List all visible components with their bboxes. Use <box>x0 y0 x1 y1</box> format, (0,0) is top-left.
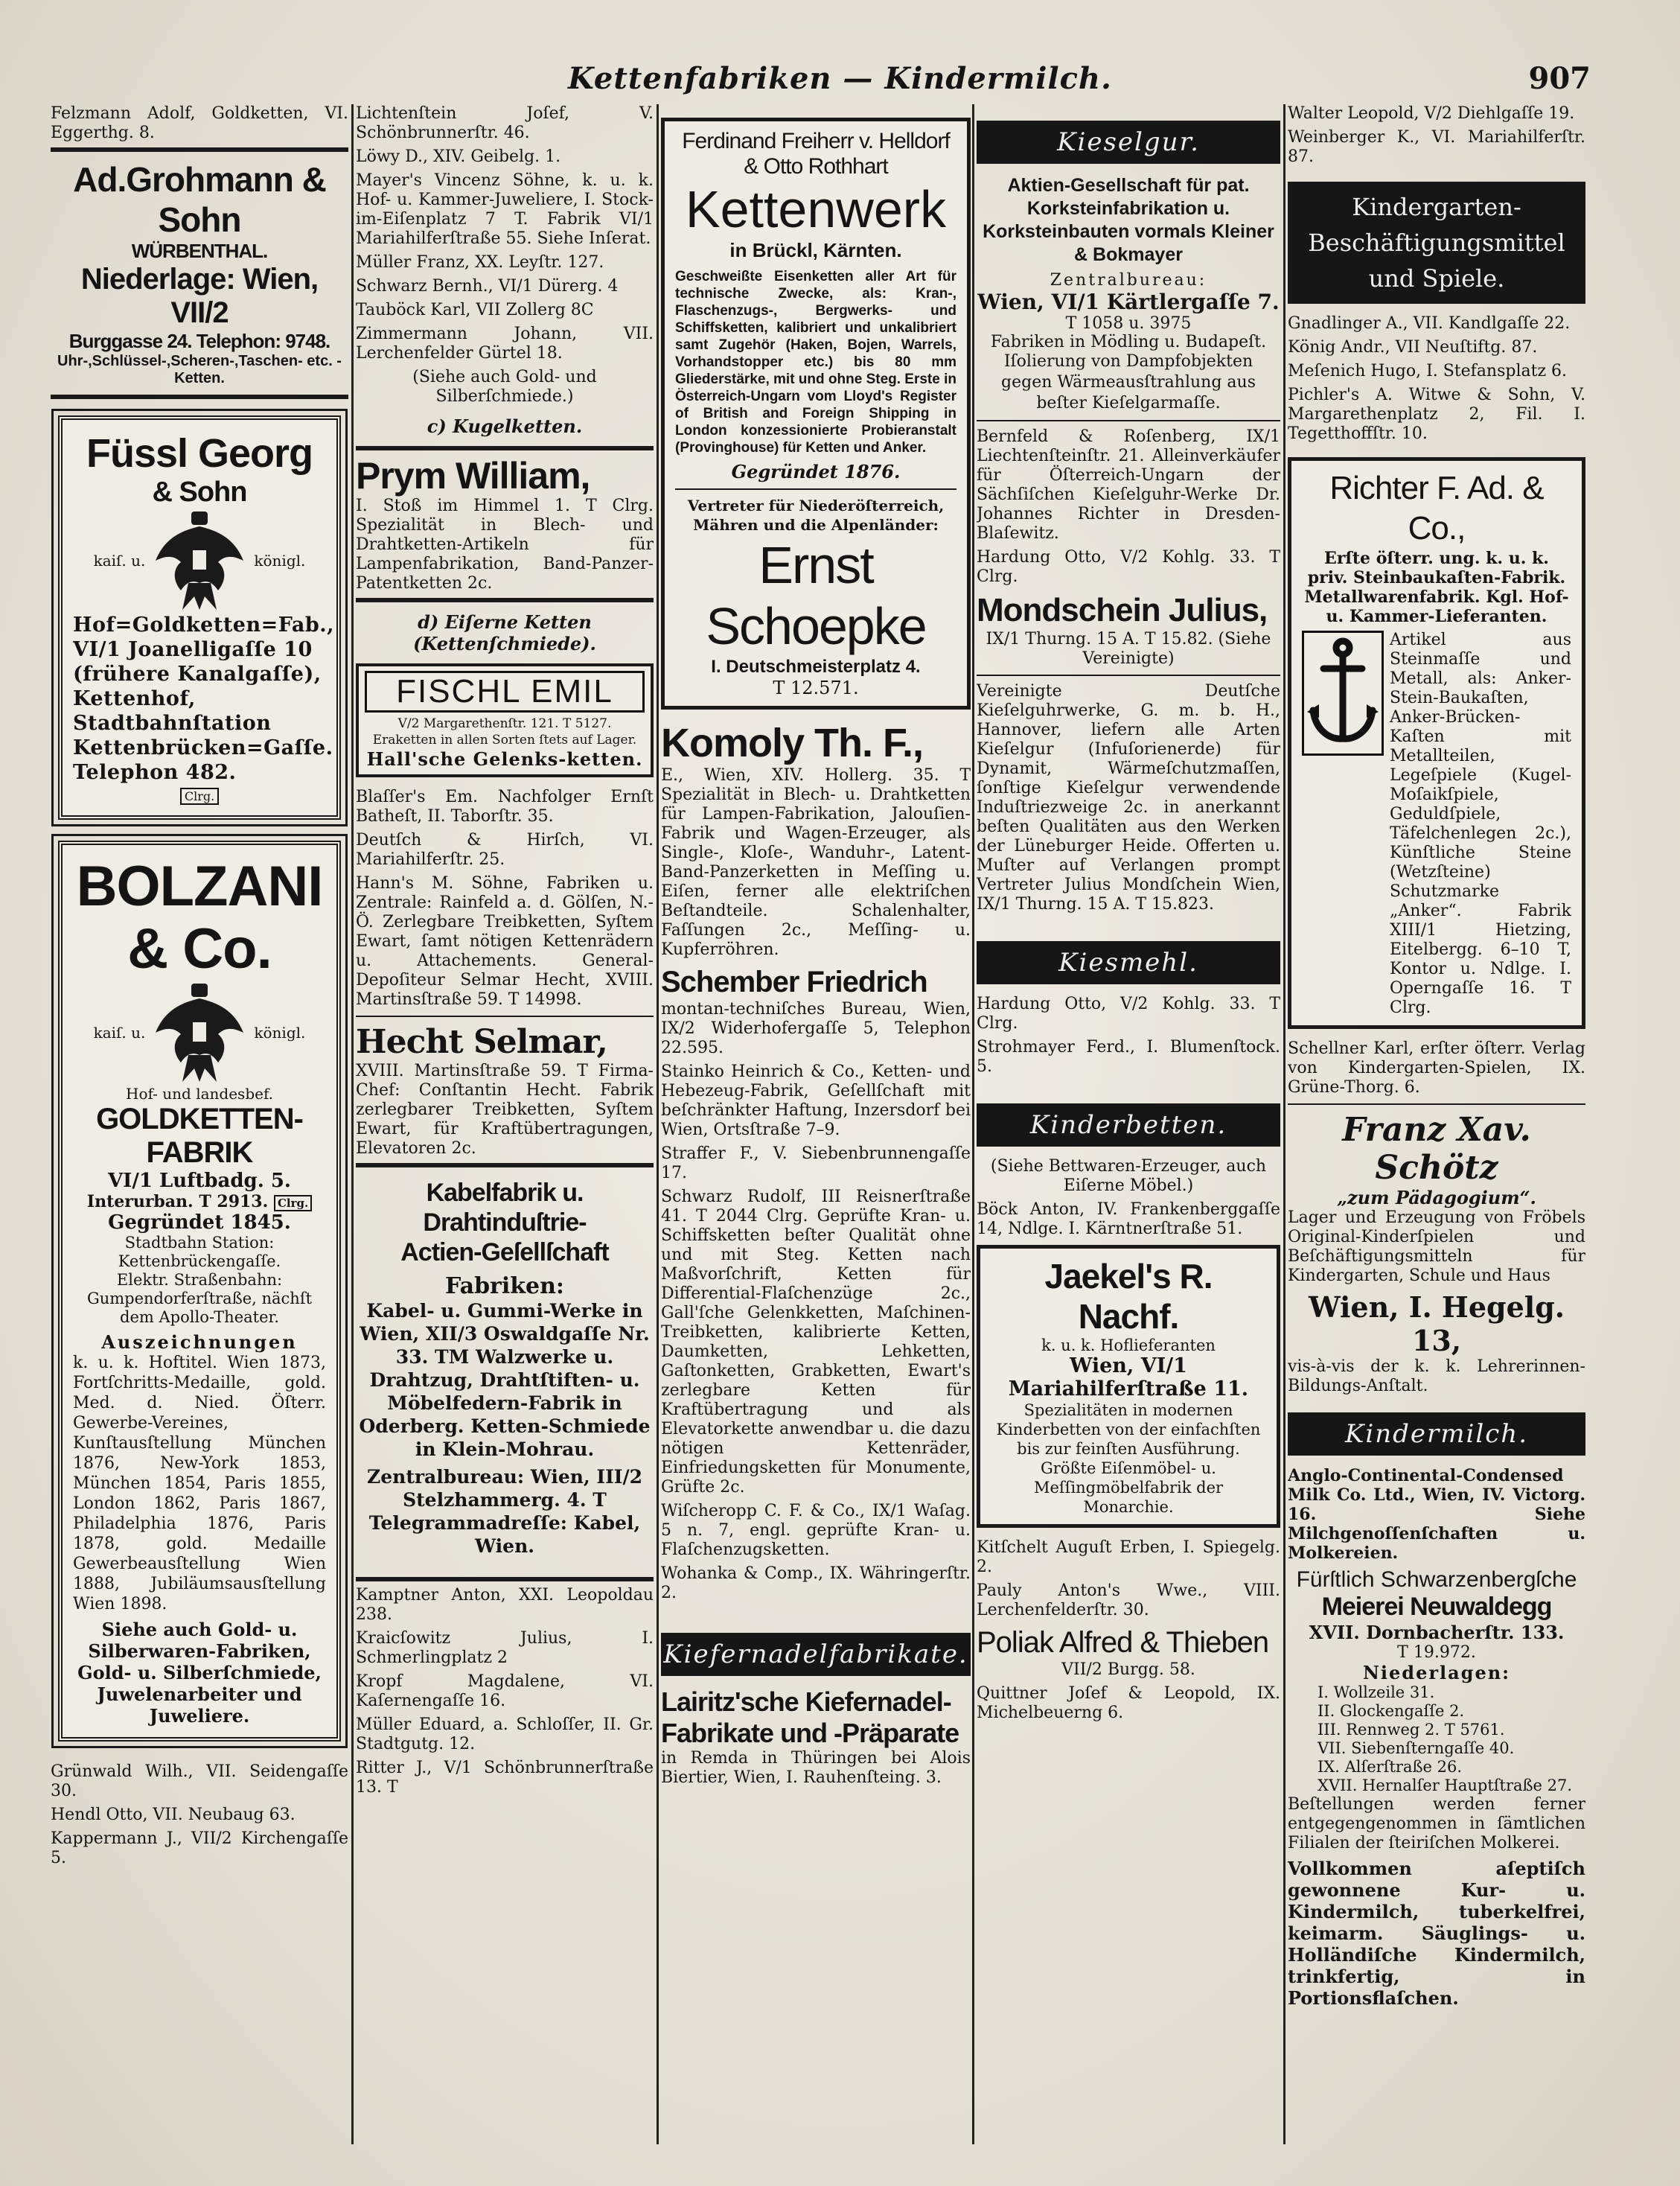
ad-fussl <box>58 415 341 820</box>
entry-stainko: Stainko Heinrich & Co., Ketten- und Hebezeug-Fabrik, Geſellſchaft mit beſchränkter Haftung, Inzersdorf bei Wien, Ortsſtraße 7–9. <box>661 1062 971 1139</box>
ad-title: FISCHL EMIL <box>365 671 645 713</box>
divider <box>356 1016 654 1017</box>
ad-location: in Brückl, Kärnten. <box>729 239 902 261</box>
ad-text: k. u. k. Hoftitel. Wien 1873, Fortſchritts-Medaille, gold. Med. d. Nied. Öſterr. Gewerbe-Vereines, Kunſtausſtellung München 1876, New-York 1853, München 1854, Paris 1855, London 1862, Paris 1867, Philadelphia 1876, Paris 1878, gold. Medaille Gewerbeausſtellung Wien 1888, Jubiläumsausſtellung Wien 1898. <box>73 1354 326 1613</box>
page-number: 907 <box>1528 61 1591 96</box>
entry-hardung: Hardung Otto, V/2 Kohlg. 33. T Clrg. <box>977 995 1280 1033</box>
column-5 <box>1288 104 1585 2013</box>
ad-text: Zentralbureau: Wien, III/2 Stelzhammerg. 4. T Telegrammadreſſe: Kabel, Wien. <box>366 1466 643 1557</box>
ad-text: Fabriken in Mödling u. Budapeſt. <box>990 333 1267 351</box>
entry-mueller2: Müller Eduard, a. Schloſſer, II. Gr. Stadtgutg. 12. <box>356 1715 654 1753</box>
section-header-line: Kindergarten- <box>1352 193 1521 221</box>
ad-text: Artikel aus Steinmaſſe und Metall, als: Anker-Stein-Baukaſten, Anker-Brücken-Kaſten mit Metallteilen, Legeſpiele (Kugel-Moſaikſpiele, Geduldſpiele, Täfelchenlegen 2c.), Künſtliche Steine (Wetzſteine) Schutzmarke „Anker“. Fabrik XIII/1 Hietzing, Eitelbergg. 6–10 T, Kontor u. Ndlge. I. Operngaſſe 16. T Clrg. <box>1390 631 1571 1017</box>
ad-telephone: T 1058 u. 3975 <box>1065 314 1192 333</box>
ad-jaekel <box>977 1245 1280 1528</box>
entry-strohmayer: Strohmayer Ferd., I. Blumenſtock. 5. <box>977 1038 1280 1076</box>
ad-text: Geschweißte Eisenketten aller Art für technische Zwecke, als: Kran-, Flaschenzugs-, Bergwerks- und Schiffsketten, kalibriert und unkalibriert samt Zugehör (Haken, Bojen, Warrels, Vorhandstopper etc.) bis 80 mm Gliederstärke, mit und ohne Steg. Erste in Österreich-Ungarn vom Lloyd's Register of British and Foreign Shipping in London konzessionierte Probieranstalt (Provinghouse) für Ketten und Anker. <box>675 269 956 456</box>
ad-text: IX/1 Thurng. 15 A. T 15.82. (Siehe Vereinigte) <box>986 630 1271 668</box>
section-header: Kiefernadelfabrikate. <box>661 1633 971 1676</box>
column-3 <box>661 104 971 1792</box>
ad-subtitle: & Sohn <box>152 477 247 508</box>
ad-bolzani <box>58 841 341 1742</box>
section-header: Kiesmehl. <box>977 941 1280 984</box>
clrg-badge: Clrg. <box>180 788 219 805</box>
ad-title: Prym William, <box>356 455 590 497</box>
entry-wohanka: Wohanka & Comp., IX. Währingerſtr. 2. <box>661 1564 971 1602</box>
entry-kitschelt: Kitſchelt Auguſt Erben, I. Spiegelg. 2. <box>977 1538 1280 1576</box>
ad-text: kaiſ. u. <box>93 552 146 570</box>
ad-text: Lager und Erzeugung von Fröbels Original-Kinderſpielen und Beſchäftigungsmitteln für Kindergarten, Schule und Haus <box>1288 1208 1585 1285</box>
section-header-line: Beschäftigungsmittel <box>1308 229 1565 257</box>
entry-boeck: Böck Anton, IV. Frankenberggaſſe 14, Ndlge. I. Kärntnerſtraße 51. <box>977 1200 1280 1238</box>
section-header: Kieselgur. <box>977 121 1280 164</box>
entry-kamptner: Kamptner Anton, XXI. Leopoldau 238. <box>356 1586 654 1624</box>
ad-title: Richter F. Ad. & Co., <box>1329 470 1544 546</box>
ad-text: königl. <box>254 1024 306 1042</box>
ad-subtitle: Fabriken: <box>444 1273 565 1299</box>
ad-address: VII/2 Burgg. 58. <box>1061 1660 1195 1679</box>
ad-text: I. Stoß im Himmel 1. T Clrg. Spezialität in Blech- und Drahtketten-Artikeln für Lampenfabrikation, Band-Panzer-Patentketten 2c. <box>356 497 654 593</box>
ad-fischl <box>356 663 654 777</box>
entry-vereinigte: Vereinigte Deutſche Kieſelguhrwerke, G. m. b. H., Hannover, liefern alle Arten Kieſelgur (Infuſorienerde) für Dynamit, Wärmeſchutzmaſſen, ſonſtige Kieſelgur verwendende Induſtriezweige 2c. in anerkannt beſten Qualitäten aus den Werken der Lüneburger Heide. Offerten u. Muſter auf Verlangen prompt Vertreter Julius Mondſchein Wien, IX/1 Thurng. 15 A. T 15.823. <box>977 682 1280 914</box>
entry-hardung: Hardung Otto, V/2 Kohlg. 33. T Clrg. <box>977 548 1280 586</box>
clrg-badge: Clrg. <box>274 1195 312 1211</box>
ad-title: Ernst Schoepke <box>706 536 926 655</box>
entry-quittner: Quittner Joſef & Leopold, IX. Michelbeuerng 6. <box>977 1684 1280 1722</box>
ad-title: Franz Xav. Schötz <box>1342 1111 1531 1187</box>
double-eagle-icon <box>151 981 248 1085</box>
column-1 <box>51 104 348 1873</box>
entry-mueller: Müller Franz, XX. Leyſtr. 127. <box>356 253 604 272</box>
entry-bernfeld: Bernfeld & Roſenberg, IX/1 Liechtenſteinſtr. 21. Alleinverkäufer für Öſterreich-Ungarn der Sächſiſchen Kieſelguhr-Werke Dr. Johannes Richter in Dresden-Blaſewitz. <box>977 427 1280 543</box>
entry-straffer: Straffer F., V. Siebenbrunnengaſſe 17. <box>661 1144 971 1182</box>
ad-text: montan-techniſches Bureau, Wien, IX/2 Widerhofergaſſe 5, Telephon 22.595. <box>661 1000 971 1057</box>
ad-kettenwerk <box>661 118 971 710</box>
divider <box>51 147 348 152</box>
ad-telephone: T 19.972. <box>1397 1643 1476 1662</box>
cross-reference: (Siehe Bettwaren-Erzeuger, auch Eiſerne Möbel.) <box>990 1157 1267 1195</box>
ad-text: E., Wien, XIV. Hollerg. 35. T Spezialität in Blech- u. Drahtketten für Lampen-Fabrikation, Jalouſien-Fabrik und Wagen-Erzeuger, als Single-, Kloſe-, Wanduhr-, Latent-Band-Panzerketten in Meſſing u. Eiſen, ferner alle elektriſchen Beſtandteile. Schalenhalter, Faſſungen 2c., Meſſing- u. Kupferröhren. <box>661 766 971 959</box>
entry-ritter: Ritter J., V/1 Schönbrunnerſtraße 13. T <box>356 1759 654 1797</box>
ad-address: Wien, I. Hegelg. 13, <box>1308 1290 1565 1357</box>
entry-pauly: Pauly Anton's Wwe., VIII. Lerchenfelderſtr. 30. <box>977 1581 1280 1619</box>
ad-richter <box>1288 457 1585 1029</box>
divider <box>977 420 1280 421</box>
entry-zimmermann: Zimmermann Johann, VII. Lerchenfelder Gürtel 18. <box>356 325 654 363</box>
ad-address: VI/1 Luftbadg. 5. <box>108 1170 291 1192</box>
ad-text: Iſolierung von Dampfobjekten gegen Wärmeausſtrahlung aus beſter Kieſelgarmaſſe. <box>1001 352 1256 412</box>
ad-founded: Gegründet 1876. <box>731 461 901 482</box>
column-rule <box>351 104 354 2144</box>
column-rule <box>1283 104 1285 2144</box>
ad-subtitle: Niederlage: Wien, VII/2 <box>80 263 319 329</box>
list-item: VII. Siebenſterngaſſe 40. <box>1318 1739 1515 1757</box>
entry-felzmann: Felzmann Adolf, Goldketten, VI. Eggerthg. 8. <box>51 104 348 142</box>
ad-text: in Remda in Thüringen bei Alois Biertier, Wien, I. Rauhenſteing. 3. <box>661 1749 971 1787</box>
divider <box>1288 1103 1585 1105</box>
ad-text: Hof- und landesbef. <box>126 1085 273 1103</box>
ad-telephone: Interurban. T 2913. <box>86 1192 269 1211</box>
ad-text: Spezialitäten in modernen Kinderbetten von der einfachſten bis zur feinſten Ausführung. Größte Eiſenmöbel- u. Meſſingmöbelfabrik der Monarchie. <box>996 1401 1261 1516</box>
divider <box>356 1163 654 1167</box>
anchor-icon <box>1307 636 1379 748</box>
section-header <box>1288 182 1585 304</box>
ad-text: k. u. k. Hoflieferanten <box>1041 1336 1216 1354</box>
column-rule <box>657 104 659 2144</box>
ad-address: XVII. Dornbacherſtr. 133. <box>1309 1622 1565 1643</box>
entry-anglo: Anglo-Continental-Condensed Milk Co. Ltd., Wien, IV. Victorg. 16. Siehe Milchgenoſſenſchaften u. Molkereien. <box>1288 1466 1585 1563</box>
ad-text <box>73 1192 326 1211</box>
section-header: Kinderbetten. <box>977 1103 1280 1147</box>
ad-subtitle: Ferdinand Freiherr v. Helldorf <box>682 129 950 153</box>
ad-title: Fabrikate und -Präparate <box>661 1718 959 1748</box>
ad-title: Actien-Geſellſchaft <box>400 1238 609 1266</box>
ad-title: Füssl Georg <box>86 431 313 476</box>
ad-title: Aktien-Gesellschaft für pat. Korksteinfabrikation u. Korksteinbauten vormals Kleiner & Bokmayer <box>983 175 1274 265</box>
running-head: Kettenfabriken — Kindermilch. <box>568 61 1112 96</box>
list-item: IX. Alſerſtraße 26. <box>1318 1758 1463 1776</box>
ad-subtitle: Hall'sche Gelenks-ketten. <box>366 748 643 770</box>
ad-kabelfabrik <box>356 1173 654 1567</box>
ad-text: Elektr. Straßenbahn: Gumpendorferſtraße, nächſt dem Apollo-Theater. <box>86 1271 313 1326</box>
anchor-logo <box>1302 631 1384 756</box>
section-heading: c) Kugelketten. <box>427 415 583 437</box>
list-item: II. Glockengaſſe 2. <box>1318 1702 1465 1720</box>
ad-address: Burggasse 24. Telephon: 9748. <box>68 330 330 352</box>
entry-hendl: Hendl Otto, VII. Neubaug 63. <box>51 1806 296 1824</box>
ad-title: Kettenwerk <box>685 180 947 238</box>
ad-title: Lairitz'sche Kiefernadel- <box>661 1686 951 1717</box>
ad-text: V/2 Margarethenſtr. 121. T 5127. Eraketten in allen Sorten ſtets auf Lager. <box>372 716 637 748</box>
entry-pichler: Pichler's A. Witwe & Sohn, V. Margarethenplatz 2, Fil. I. Tegetthoffſtr. 10. <box>1288 386 1585 443</box>
ad-grohmann <box>51 156 348 390</box>
entry-schellner: Schellner Karl, erſter öſterr. Verlag von Kindergarten-Spielen, IX. Grüne-Thorg. 6. <box>1288 1039 1585 1097</box>
ad-title: Poliak Alfred & Thieben <box>977 1626 1269 1659</box>
ad-title: Jaekel's R. Nachf. <box>1044 1257 1213 1336</box>
divider <box>51 395 348 399</box>
entry-wischeropp: Wiſcheropp C. F. & Co., IX/1 Waſag. 5 n. 7, engl. geprüfte Kran- u. Flaſchenzugsketten. <box>661 1502 971 1559</box>
ad-subtitle: Niederlagen: <box>1362 1662 1511 1683</box>
ad-prym <box>356 455 654 593</box>
entry-kraicsowitz: Kraicſowitz Julius, I. Schmerlingplatz 2 <box>356 1629 654 1667</box>
cross-reference: (Siehe auch Gold- und Silberſchmiede.) <box>412 368 597 406</box>
entry-kappermann: Kappermann J., VII/2 Kirchengaſſe 5. <box>51 1829 348 1867</box>
ad-subtitle: Auszeichnungen <box>101 1331 298 1353</box>
section-heading: d) Eiſerne Ketten (Kettenſchmiede). <box>413 611 596 654</box>
list-item: XVII. Hernalſer Hauptſtraße 27. <box>1318 1776 1573 1794</box>
divider <box>977 675 1280 676</box>
ad-founded: Gegründet 1845. <box>108 1211 291 1234</box>
ad-text: Zentralbureau: <box>1050 271 1207 290</box>
ad-title: Kabelfabrik u. Drahtinduſtrie- <box>423 1179 587 1237</box>
ad-title: Meierei Neuwaldegg <box>1321 1593 1552 1621</box>
ad-telephone: T 12.571. <box>773 678 859 698</box>
entry-gnadlinger: Gnadlinger A., VII. Kandlgaſſe 22. <box>1288 314 1571 333</box>
section-header: Kindermilch. <box>1288 1412 1585 1456</box>
ad-title: Hecht Selmar, <box>356 1023 607 1061</box>
page-header <box>0 61 1680 106</box>
entry-loewy: Löwy D., XIV. Geibelg. 1. <box>356 147 561 166</box>
ad-text: Vertreter für Niederöſterreich, Mähren und die Alpenländer: <box>687 497 945 534</box>
section-header-line: und Spiele. <box>1368 264 1505 293</box>
ad-address: I. Deutschmeisterplatz 4. <box>711 657 921 677</box>
entry-schwarz: Schwarz Bernh., VI/1 Dürerg. 4 <box>356 277 619 296</box>
ad-address: Wien, VI/1 Mariahilferſtraße 11. <box>1008 1354 1249 1400</box>
divider <box>356 598 654 602</box>
ad-subtitle: „zum Pädagogium“. <box>1337 1187 1536 1208</box>
entry-blasser: Blaſſer's Em. Nachfolger Ernſt Batheſt, II. Taborſtr. 35. <box>356 788 654 826</box>
divider <box>356 1577 654 1581</box>
double-eagle-icon <box>151 509 248 613</box>
ad-text: Uhr-,Schlüssel-,Scheren-,Taschen- etc. -Ketten. <box>57 353 342 386</box>
divider <box>356 446 654 450</box>
column-2 <box>356 104 654 1802</box>
ad-text: kaiſ. u. <box>93 1024 146 1042</box>
ad-title: Mondschein Julius, <box>977 592 1268 628</box>
entry-kropf: Kropf Magdalene, VI. Kaſernengaſſe 16. <box>356 1672 654 1710</box>
ad-address: Wien, VI/1 Kärtlergaſſe 7. <box>977 290 1280 314</box>
ad-text: Beſtellungen werden ferner entgegengenommen in ſämtlichen Filialen der ſteiriſchen Molkerei. <box>1288 1795 1585 1852</box>
entry-hann: Hann's M. Söhne, Fabriken u. Zentrale: Rainfeld a. d. Gölſen, N.-Ö. Zerlegbare Treibketten, Syſtem Ewart, ſamt nötigen Kettenrädern u. Attachements. General-Depoſiteur Selmar Hecht, XVIII. Martinsſtraße 59. T 14998. <box>356 874 654 1009</box>
ad-subtitle: FABRIK <box>146 1136 253 1169</box>
list-item: III. Rennweg 2. T 5761. <box>1318 1721 1505 1739</box>
entry-lichtenstein: Lichtenſtein Joſef, V. Schönbrunnerſtr. 46. <box>356 104 654 142</box>
entry-weinberger: Weinberger K., VI. Mariahilferſtr. 87. <box>1288 128 1585 166</box>
ad-text: XVIII. Martinsſtraße 59. T Firma-Chef: Conſtantin Hecht. Fabrik zerlegbarer Treibketten, Syſtem Ewart, für Kraftübertragungen, Elevatoren 2c. <box>356 1062 654 1158</box>
ad-title: Komoly Th. F., <box>661 721 924 765</box>
entry-tauboeck: Tauböck Karl, VII Zollerg 8C <box>356 301 594 319</box>
ad-subtitle: Fürſtlich Schwarzenbergſche <box>1296 1567 1577 1592</box>
ad-text: Erſte öſterr. ung. k. u. k. priv. Steinbaukaſten-Fabrik. Metallwarenfabrik. Kgl. Hof- u. Kammer-Lieferanten. <box>1304 549 1569 626</box>
ad-title: Schember Friedrich <box>661 966 927 998</box>
entry-gruenwald: Grünwald Wilh., VII. Seidengaſſe 30. <box>51 1762 348 1800</box>
entry-deutsch: Deutſch & Hirſch, VI. Mariahilferſtr. 25. <box>356 831 654 869</box>
entry-schwarz-rudolf: Schwarz Rudolf, III Reisnerſtraße 41. T 2044 Clrg. Geprüfte Kran- u. Schiffsketten beſter Qualität ohne und mit Steg. Ketten nach Maßvorſchrift, Ketten für Differential-Flaſchenzüge 2c., Gall'ſche Gelenkketten, Maſchinen-Treibketten, kalibrierte Ketten, Daumketten, Lehketten, Gaſtonketten, Grabketten, Ewart's zerlegbare Ketten für Kraftübertragung und als Elevatorkette anwendbar u. die dazu nötigen Kettenräder, Einfriedungsketten für Monumente, Grüfte 2c. <box>661 1188 971 1497</box>
divider <box>675 488 956 490</box>
list-item: I. Wollzeile 31. <box>1318 1683 1435 1701</box>
branch-list <box>1288 1683 1585 1795</box>
ad-location: WÜRBENTHAL. <box>131 240 268 262</box>
entry-mesenich: Meſenich Hugo, I. Stefansplatz 6. <box>1288 362 1568 380</box>
ad-text: Stadtbahn Station: Kettenbrückengaſſe. <box>118 1234 281 1270</box>
ad-text: Hof=Goldketten=Fab., VI/1 Joanelligaſſe 10 (frühere Kanalgaſſe), Kettenhof, Stadtbahnſtation Kettenbrücken=Gaſſe. Telephon 482. <box>73 614 335 784</box>
ad-text: königl. <box>254 552 306 570</box>
ad-text: Kabel- u. Gummi-Werke in Wien, XII/3 Oswaldgaſſe Nr. 33. TM Walzwerke u. Drahtzug, Drahtſtiften- u. Möbelfedern-Fabrik in Oderberg. Ketten-Schmiede in Klein-Mohrau. <box>359 1300 651 1460</box>
ad-subtitle: GOLDKETTEN- <box>96 1103 303 1135</box>
ad-title: Ad.Grohmann & Sohn <box>73 160 326 239</box>
entry-walter: Walter Leopold, V/2 Diehlgaſſe 19. <box>1288 104 1575 123</box>
ad-text: Siehe auch Gold- u. Silberwaren-Fabriken, Gold- u. Silberſchmiede, Juwelenarbeiter und Juweliere. <box>77 1619 322 1727</box>
column-rule <box>972 104 974 2144</box>
ad-subtitle: & Otto Rothhart <box>744 154 888 179</box>
column-4 <box>977 104 1280 1727</box>
entry-mayer: Mayer's Vincenz Söhne, k. u. k. Hof- u. Kammer-Juweliere, I. Stock-im-Eiſenplatz 7 T. Fabrik VI/1 Mariahilferſtraße 55. Siehe Inſerat. <box>356 171 654 248</box>
entry-koenig: König Andr., VII Neuſtiftg. 87. <box>1288 338 1538 357</box>
ad-title: BOLZANI <box>76 855 323 918</box>
ad-text: Vollkommen aſeptiſch gewonnene Kur- u. Kindermilch, tuberkelfrei, keimarm. Säuglings- u. Holländiſche Kindermilch, trinkfertig, in Portionsflaſchen. <box>1288 1858 1585 2009</box>
ad-title: & Co. <box>127 917 272 981</box>
ad-text: vis-à-vis der k. k. Lehrerinnen-Bildungs-Anſtalt. <box>1288 1357 1585 1395</box>
